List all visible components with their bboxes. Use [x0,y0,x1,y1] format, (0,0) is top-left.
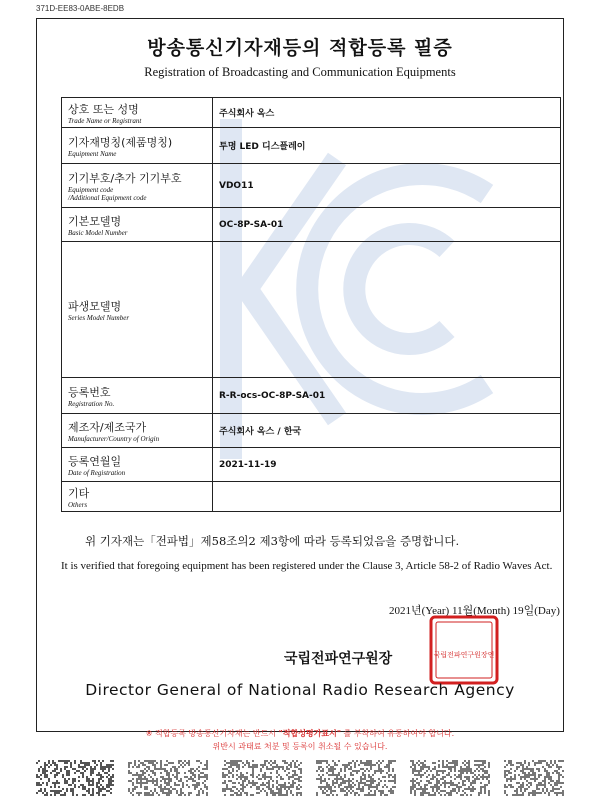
label-equipment-code-en: Equipment code [68,185,114,194]
registration-info-table [61,97,561,512]
certification-english: It is verified that foregoing equipment has been registered under the Clause 3, Article 58-2 of Radio Waves Act. [61,560,553,572]
notice-line-2: 위반시 과태료 처분 및 등록이 취소될 수 있습니다. [212,742,388,751]
value-registration-no: R-R-ocs-OC-8P-SA-01 [213,378,561,414]
row-equipment-name [62,128,561,164]
director-title-english: Director General of National Radio Research Agency [85,681,515,699]
barcode-block [504,760,564,796]
value-equipment-code: VDO11 [213,164,561,208]
value-trade-name: 주식회사 옥스 [213,98,561,128]
label-registration-no-en: Registration No. [68,399,115,408]
label-equipment-name-ko: 기자재명칭(제품명칭) [68,135,173,149]
label-registration-no-ko: 등록번호 [68,385,111,399]
title-english: Registration of Broadcasting and Communication Equipments [144,65,456,79]
label-additional-code-en: /Additional Equipment code [68,193,147,202]
value-equipment-name: 투명 LED 디스플레이 [213,128,561,164]
notice-text [37,727,563,753]
label-series-model-ko: 파생모델명 [68,299,122,313]
row-series-model [62,242,561,378]
notice-line-1-bold: "적합성평가표시" [278,729,342,738]
security-barcodes [36,760,564,796]
label-basic-model-en: Basic Model Number [68,228,128,237]
label-equipment-code-ko: 기기부호/추가 기기부호 [68,171,182,185]
label-trade-name-en: Trade Name or Registrant [68,116,142,125]
barcode-block [410,760,490,796]
official-seal [429,615,499,685]
row-registration-no [62,378,561,414]
barcode-block [36,760,114,796]
label-basic-model-ko: 기본모델명 [68,214,122,228]
title-korean: 방송통신기자재등의 적합등록 필증 [147,37,453,59]
certification-korean: 위 기자재는「전파법」제58조의2 제3항에 따라 등록되었음을 증명합니다. [85,534,460,548]
director-title-korean: 국립전파연구원장 [284,651,393,667]
row-trade-name [62,98,561,128]
barcode-block [222,760,302,796]
label-series-model-en: Series Model Number [68,313,130,322]
certificate-frame [36,18,564,751]
row-basic-model [62,208,561,242]
label-equipment-name-en: Equipment Name [68,149,117,158]
label-date-registration-en: Date of Registration [68,468,126,477]
value-others [213,482,561,512]
notice-line-1 [37,727,563,740]
barcode-block [128,760,208,796]
value-basic-model: OC-8P-SA-01 [213,208,561,242]
notice-line-1-pre: ※ 적합등록 방송통신기자재는 반드시 [145,729,279,738]
row-date-registration [62,448,561,482]
value-date-registration: 2021-11-19 [213,448,561,482]
issue-date: 2021년(Year) 11월(Month) 19일(Day) [389,605,560,617]
row-equipment-code [62,164,561,208]
label-manufacturer-ko: 제조자/제조국가 [68,420,147,434]
row-manufacturer [62,414,561,448]
notice-line-1-post: 를 부착하여 유통하여야 합니다. [341,729,455,738]
value-manufacturer: 주식회사 옥스 / 한국 [213,414,561,448]
row-others [62,482,561,512]
document-id: 371D-EE83-0ABE-8EDB [36,4,125,13]
label-manufacturer-en: Manufacturer/Country of Origin [68,434,160,443]
value-series-model [213,242,561,378]
label-trade-name-ko: 상호 또는 성명 [68,102,139,116]
label-others-en: Others [68,500,88,509]
barcode-block [316,760,396,796]
label-others-ko: 기타 [68,486,90,500]
label-date-registration-ko: 등록연월일 [68,454,122,468]
seal-text: 국립전파연구원장인 [433,651,495,659]
